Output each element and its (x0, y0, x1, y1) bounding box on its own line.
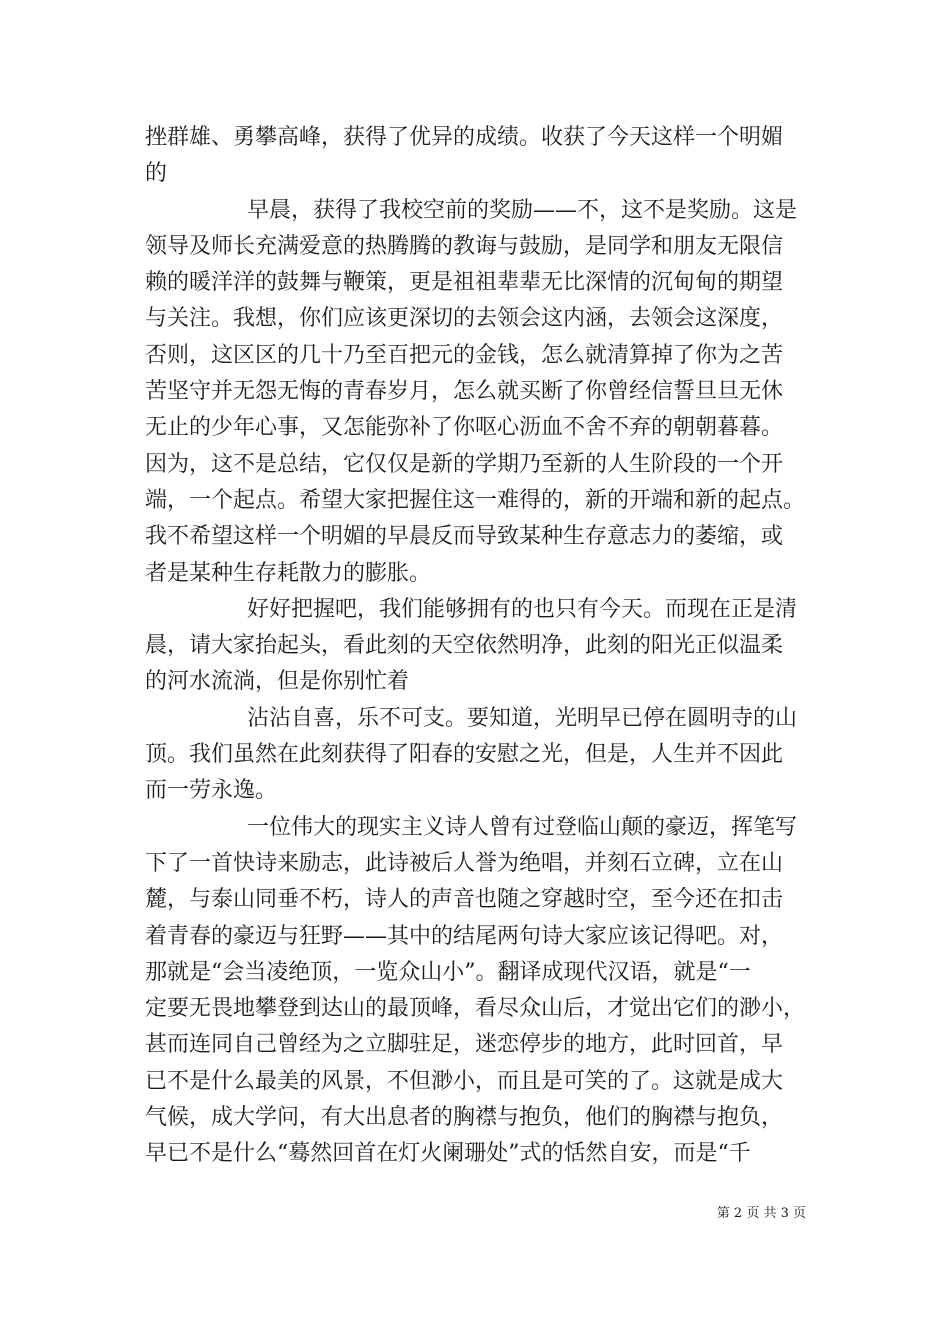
text-line: 那就是“会当凌绝顶，一览众山小”。翻译成现代汉语，就是“一 (145, 959, 751, 985)
text-line: 已不是什么最美的风景，不但渺小，而且是可笑的了。这就是成大 (145, 1068, 784, 1094)
text-line: 麓，与泰山同垂不朽，诗人的声音也随之穿越时空，至今还在扣击 (145, 887, 784, 913)
text-line: 气候，成大学问，有大出息者的胸襟与抱负，他们的胸襟与抱负， (145, 1105, 784, 1131)
text-line: 一位伟大的现实主义诗人曾有过登临山颠的豪迈，挥笔写 (247, 814, 798, 840)
text-line: 下了一首快诗来励志，此诗被后人誉为绝唱，并刻石立碑，立在山 (145, 850, 784, 876)
text-line: 而一劳永逸。 (145, 778, 278, 804)
text-line: 与关注。我想，你们应该更深切的去领会这内涵，去领会这深度， (145, 306, 784, 332)
text-line: 晨，请大家抬起头，看此刻的天空依然明净，此刻的阳光正似温柔 (145, 633, 784, 659)
text-line: 苦坚守并无怨无悔的青春岁月，怎么就买断了你曾经信誓旦旦无休 (145, 379, 784, 405)
text-line: 沾沾自喜，乐不可支。要知道，光明早已停在圆明寺的山 (247, 705, 798, 731)
text-line: 赖的暖洋洋的鼓舞与鞭策，更是祖祖辈辈无比深情的沉甸甸的期望 (145, 270, 784, 296)
text-line: 的 (145, 161, 168, 187)
text-line: 因为，这不是总结，它仅仅是新的学期乃至新的人生阶段的一个开 (145, 451, 784, 477)
text-line: 的河水流淌，但是你别忙着 (145, 669, 410, 695)
text-line: 无止的少年心事，又怎能弥补了你呕心沥血不舍不弃的朝朝暮暮。 (145, 415, 784, 441)
text-line: 领导及师长充满爱意的热腾腾的教诲与鼓励，是同学和朋友无限信 (145, 233, 784, 259)
text-line: 甚而连同自己曾经为之立脚驻足，迷恋停步的地方，此时回首，早 (145, 1032, 784, 1058)
text-line: 者是某种生存耗散力的膨胀。 (145, 560, 432, 586)
text-line: 我不希望这样一个明媚的早晨反而导致某种生存意志力的萎缩，或 (145, 524, 784, 550)
text-line: 着青春的豪迈与狂野——其中的结尾两句诗大家应该记得吧。对， (145, 923, 784, 949)
text-line: 否则，这区区的几十乃至百把元的金钱，怎么就清算掉了你为之苦 (145, 342, 784, 368)
text-line: 早晨，获得了我校空前的奖励——不，这不是奖励。这是 (247, 197, 798, 223)
text-line: 挫群雄、勇攀高峰，获得了优异的成绩。收获了今天这样一个明媚 (145, 125, 784, 150)
text-line: 端，一个起点。希望大家把握住这一难得的，新的开端和新的起点。 (145, 487, 806, 513)
document-body (145, 120, 825, 1173)
text-line: 定要无畏地攀登到达山的最顶峰，看尽众山后，才觉出它们的渺小， (145, 996, 806, 1022)
text-line: 早已不是什么“蓦然回首在灯火阑珊处”式的恬然自安，而是“千 (145, 1141, 751, 1167)
page-number: 第 2 页 共 3 页 (716, 1206, 806, 1221)
text-line: 好好把握吧，我们能够拥有的也只有今天。而现在正是清 (247, 596, 798, 622)
text-line: 顶。我们虽然在此刻获得了阳春的安慰之光，但是，人生并不因此 (145, 742, 784, 768)
